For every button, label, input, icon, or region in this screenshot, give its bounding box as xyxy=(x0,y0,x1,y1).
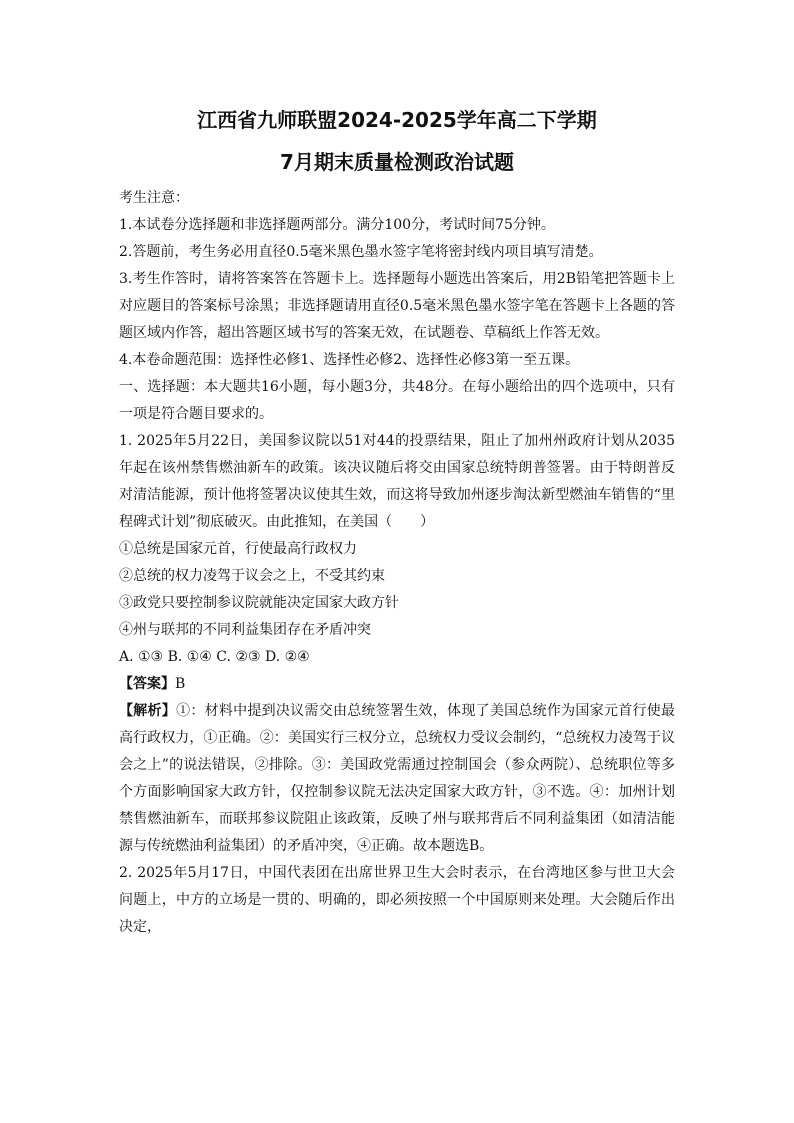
question-1-option-1: ①总统是国家元首，行使最高行政权力 xyxy=(119,541,357,557)
exam-title-line-2: 7月期末质量检测政治试题 xyxy=(280,150,514,174)
answer-value: B xyxy=(175,676,186,692)
analysis-text: ①：材料中提到决议需交由总统签署生效，体现了美国总统作为国家元首行使最高行政权力，①正确。②：美国实行三权分立，总统权力受议会制约，“总统权力凌驾于议会之上”的说法错误，②排除。③：美国政党需通过控制国会（参众两院）、总统职位等多个方面影响国家大政方针，仅控制参议院无法决定国家大政方针，③不选。④：加州计划禁售燃油新车，而联邦参议院阻止该政策，反映了州与联邦背后不同利益集团（如清洁能源与传统燃油利益集团）的矛盾冲突，④正确。故本题选B。 xyxy=(119,703,676,854)
exam-title-line-1: 江西省九师联盟2024-2025学年高二下学期 xyxy=(197,108,597,132)
notice-item-2: 2.答题前，考生务必用直径0.5毫米黑色墨水签字笔将密封线内项目填写清楚。 xyxy=(119,244,603,260)
answer-label: 【答案】 xyxy=(119,676,175,692)
question-1-option-4: ④州与联邦的不同利益集团存在矛盾冲突 xyxy=(119,622,371,638)
question-1-option-2: ②总统的权力凌驾于议会之上，不受其约束 xyxy=(119,568,385,584)
notice-item-1: 1.本试卷分选择题和非选择题两部分。满分100分，考试时间75分钟。 xyxy=(119,217,555,233)
analysis-label: 【解析】 xyxy=(119,703,177,719)
notice-item-3: 3.考生作答时，请将答案答在答题卡上。选择题每小题选出答案后，用2B铅笔把答题卡上对应题目的答案标号涂黑；非选择题请用直径0.5毫米黑色墨水签字笔在答题卡上各题的答题区域内作答，超出答题区域书写的答案无效，在试题卷、草稿纸上作答无效。 xyxy=(119,271,675,341)
question-2-stem: 2. 2025年5月17日，中国代表团在出席世界卫生大会时表示，在台湾地区参与世卫大会问题上，中方的立场是一贯的、明确的，即必须按照一个中国原则来处理。大会随后作出决定， xyxy=(119,865,675,935)
question-1-option-3: ③政党只要控制参议院就能决定国家大政方针 xyxy=(119,595,399,611)
question-1-analysis xyxy=(119,698,675,860)
question-1-choices: A. ①③ B. ①④ C. ②③ D. ②④ xyxy=(119,649,310,665)
question-1-answer xyxy=(119,671,675,698)
notice-item-4: 4.本卷命题范围：选择性必修1、选择性必修2、选择性必修3第一至五课。 xyxy=(119,352,580,368)
exam-body xyxy=(119,185,675,941)
section-heading: 一、选择题：本大题共16小题，每小题3分，共48分。在每小题给出的四个选项中，只有一项是符合题目要求的。 xyxy=(119,379,675,422)
question-1-stem: 1. 2025年5月22日，美国参议院以51对44的投票结果，阻止了加州州政府计划从2035年起在该州禁售燃油新车的政策。该决议随后将交由国家总统特朗普签署。由于特朗普反对清洁能源，预计他将签署决议使其生效，而这将导致加州逐步淘汰新型燃油车销售的“里程碑式计划”彻底破灭。由此推知，在美国（ ） xyxy=(119,433,675,530)
notice-heading: 考生注意： xyxy=(119,190,189,206)
